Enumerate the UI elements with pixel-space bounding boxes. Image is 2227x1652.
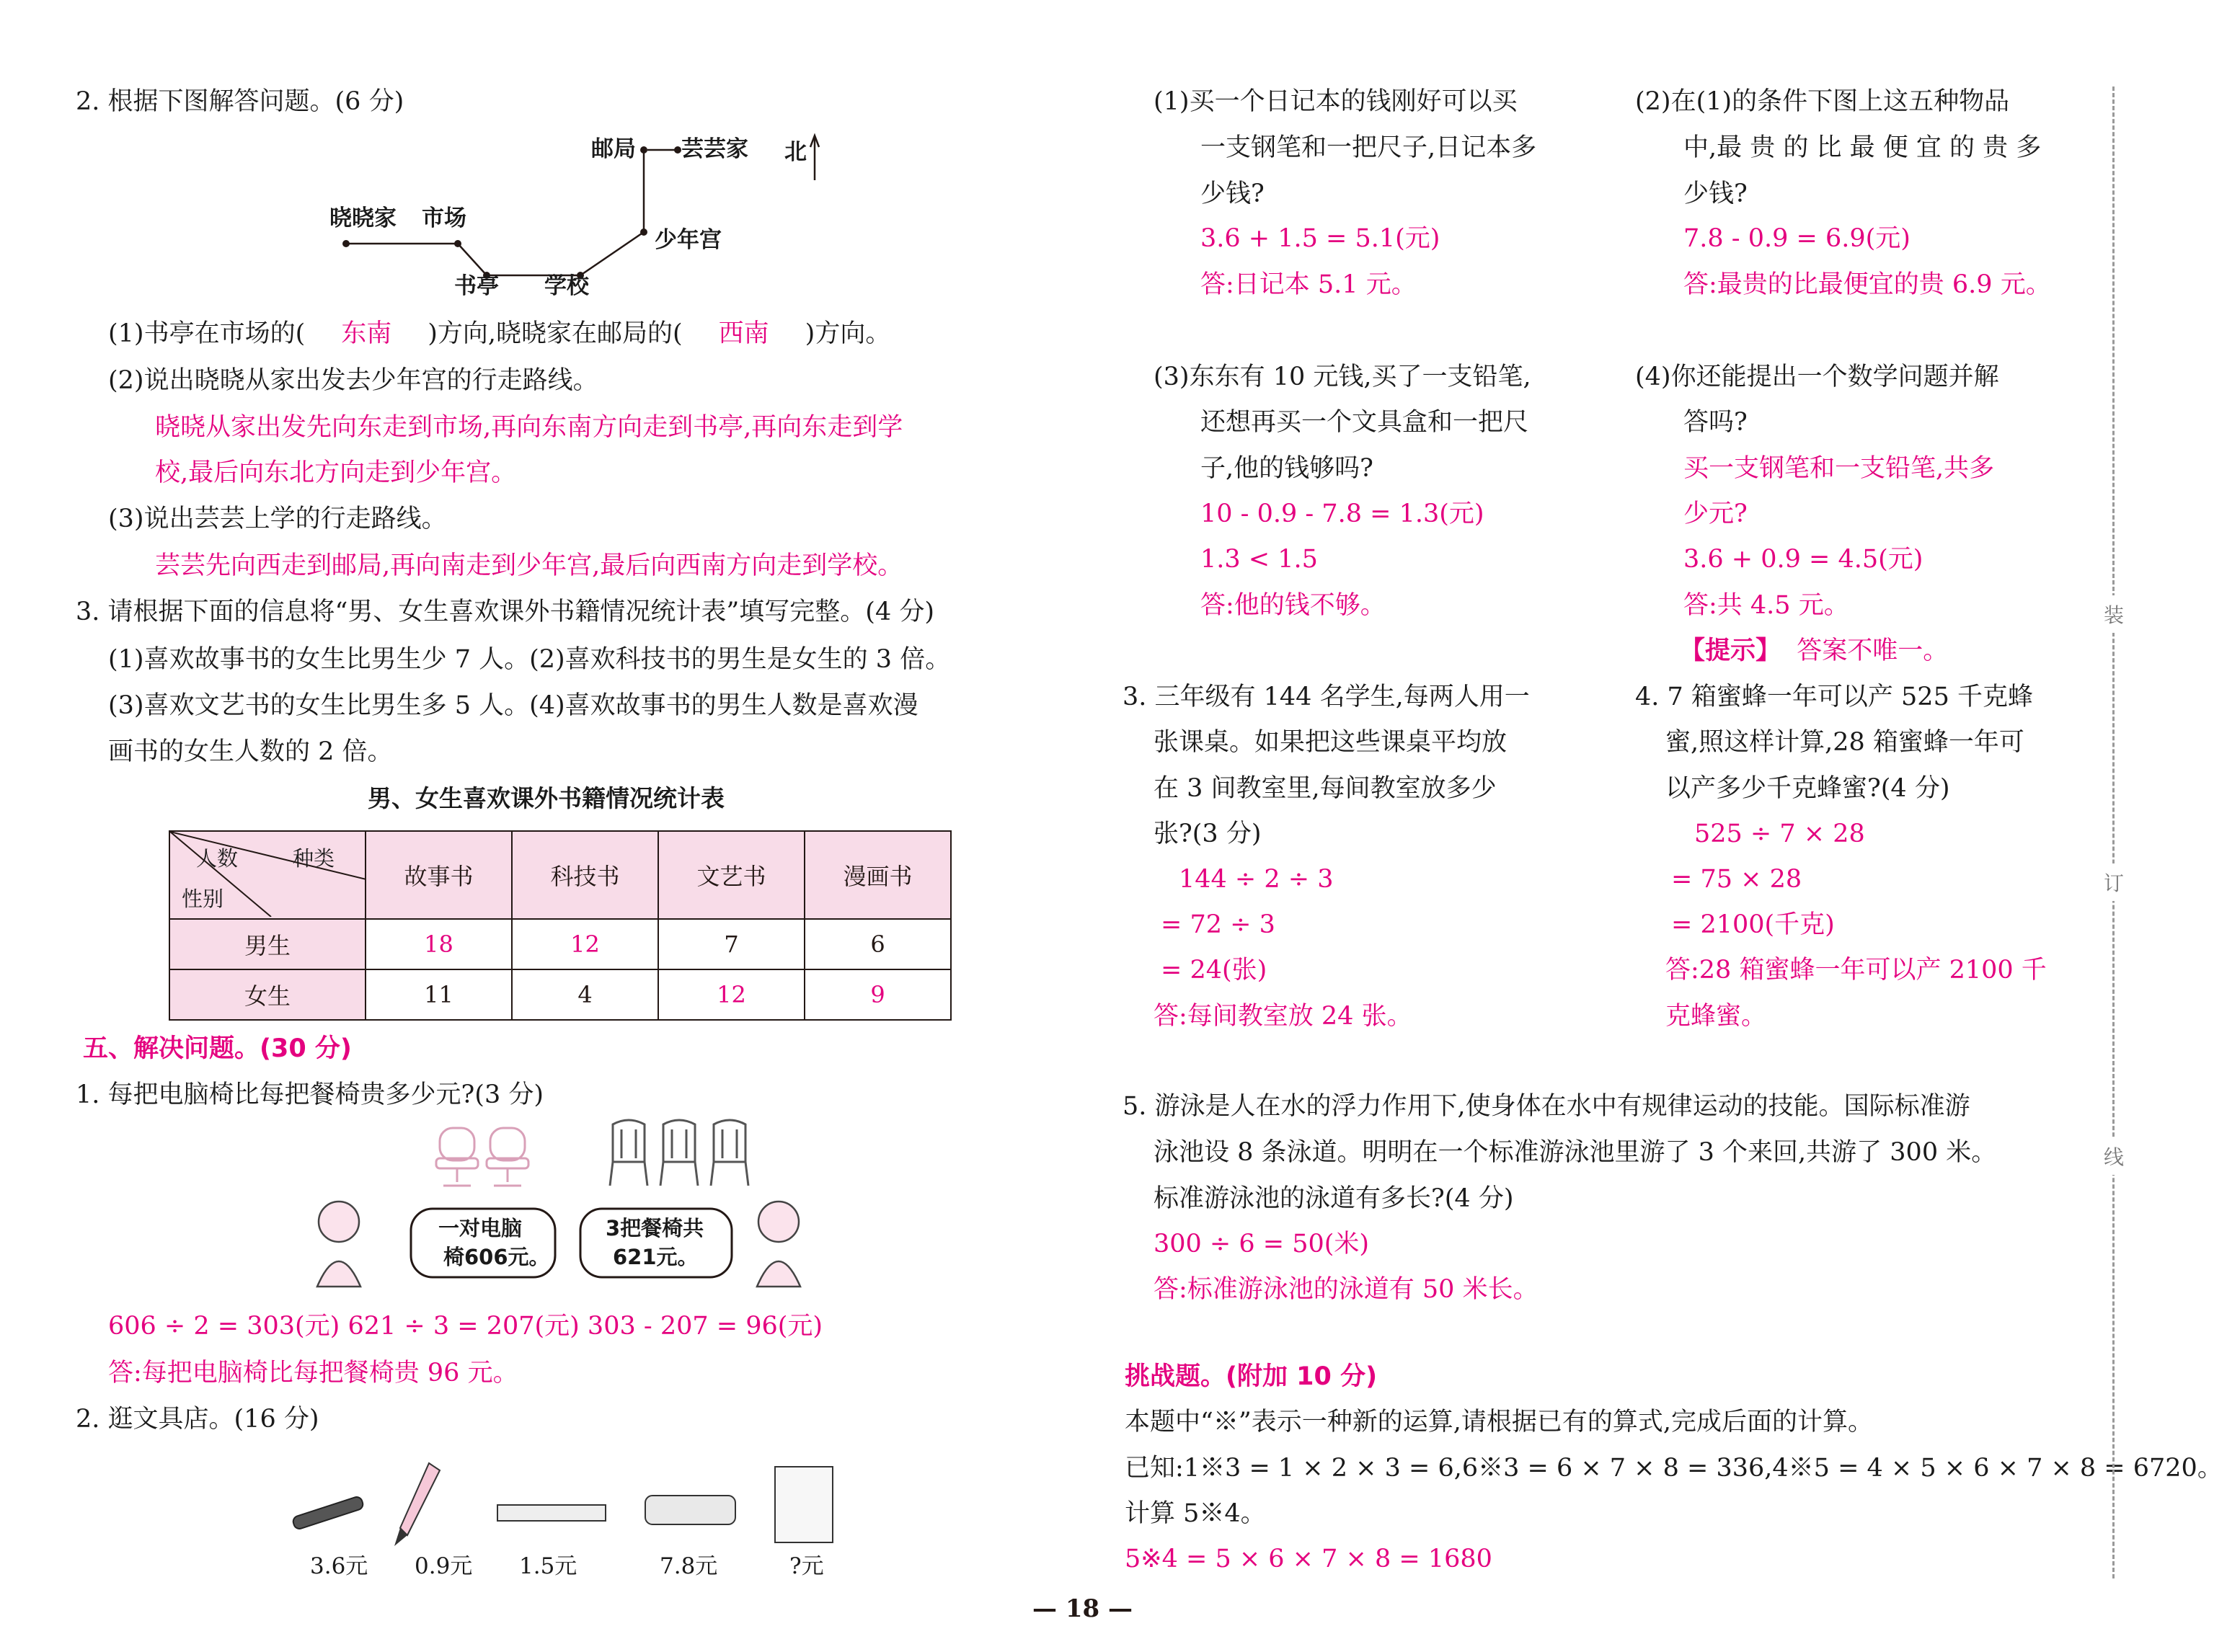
r-q4-line2: 蜜,照这样计算,28 箱蜜蜂一年可: [1665, 728, 2024, 757]
table-row-label: 女生: [169, 969, 366, 1020]
label-shuting: 书亭: [454, 273, 499, 299]
sec5-q2-title: 2. 逛文具店。(16 分): [76, 1405, 319, 1434]
r-p2-line2: 中,最 贵 的 比 最 便 宜 的 贵 多: [1683, 133, 2042, 162]
r-q5-line2: 泳池设 8 条泳道。明明在一个标准游泳池里游了 3 个来回,共游了 300 米。: [1154, 1138, 1997, 1167]
label-north: 北: [784, 139, 807, 165]
r-q4-answer-line1: 答:28 箱蜜蜂一年可以产 2100 千: [1665, 956, 2047, 985]
corner-xingbie: 性别: [182, 887, 224, 911]
q3-info-line1: (1)喜欢故事书的女生比男生少 7 人。(2)喜欢科技书的男生是女生的 3 倍。: [108, 645, 951, 674]
q3-title: 3. 请根据下面的信息将“男、女生喜欢课外书籍情况统计表”填写完整。(4 分): [76, 598, 935, 626]
q2-sub1-part-b: )方向,晓晓家在邮局的(: [428, 319, 683, 348]
r-p3-calc2: 1.3 < 1.5: [1200, 545, 1318, 574]
r-q4-line1: 4. 7 箱蜜蜂一年可以产 525 千克蜂: [1635, 683, 2033, 711]
r-q3-line2: 张课桌。如果把这些课桌平均放: [1154, 728, 1507, 757]
price-pen: 3.6元: [310, 1553, 368, 1579]
binding-dashed-line: [2112, 86, 2115, 1578]
r-q3-line4: 张?(3 分): [1154, 820, 1262, 848]
bubble2-line2: 621元。: [613, 1245, 699, 1269]
table-row: [169, 919, 951, 969]
stats-table: [169, 830, 952, 1021]
table-cell: 4: [512, 969, 658, 1020]
r-q3-line3: 在 3 间教室里,每间教室放多少: [1154, 774, 1497, 803]
table-col-header: 文艺书: [658, 831, 805, 919]
challenge-line2: 已知:1※3 = 1 × 2 × 3 = 6,6※3 = 6 × 7 × 8 = 336,4※5 = 4 × 5 × 6 × 7 × 8 = 6720。: [1125, 1454, 2223, 1483]
ruler-icon: [497, 1505, 606, 1521]
q2-sub1: [108, 317, 890, 350]
q3-info-line2: (3)喜欢文艺书的女生比男生多 5 人。(4)喜欢故事书的男生人数是喜欢漫: [108, 691, 918, 720]
r-p4-calc: 3.6 + 0.9 = 4.5(元): [1683, 545, 1923, 574]
label-youju: 邮局: [591, 136, 636, 162]
binding-char-ding: 订: [2104, 863, 2124, 901]
bubble1-line2: 椅606元。: [443, 1245, 550, 1269]
q2-sub2-answer-line1: 晓晓从家出发先向东走到市场,再向东南方向走到书亭,再向东走到学: [155, 413, 903, 442]
r-q5-line3: 标准游泳池的泳道有多长?(4 分): [1154, 1184, 1514, 1213]
r-p4-answer-q2: 少元?: [1683, 499, 1748, 528]
table-cell: 9: [805, 969, 951, 1020]
r-p2-calc: 7.8 - 0.9 = 6.9(元): [1683, 224, 1911, 253]
binding-char-xian: 线: [2104, 1137, 2124, 1175]
q3-info-line3: 画书的女生人数的 2 倍。: [108, 737, 393, 766]
table-col-header: 故事书: [366, 831, 512, 919]
corner-renshu: 人数: [196, 846, 239, 871]
pencil-icon: [394, 1463, 440, 1546]
sec5-q1-calc: 606 ÷ 2 = 303(元) 621 ÷ 3 = 207(元) 303 - 207 = 96(元): [108, 1312, 823, 1341]
r-p2-line3: 少钱?: [1683, 179, 1748, 208]
chairs-illustration: [310, 1114, 815, 1294]
r-p3-line3: 子,他的钱够吗?: [1200, 454, 1373, 483]
r-p1-line3: 少钱?: [1200, 179, 1265, 208]
r-p1-calc: 3.6 + 1.5 = 5.1(元): [1200, 224, 1440, 253]
table-cell: 7: [658, 919, 805, 969]
binding-char-zhuang: 装: [2104, 595, 2124, 633]
section5-title: 五、解决问题。(30 分): [83, 1034, 352, 1063]
table-col-header: 科技书: [512, 831, 658, 919]
pencil-box-icon: [645, 1496, 735, 1524]
r-p1-answer: 答:日记本 5.1 元。: [1200, 270, 1417, 299]
r-q5-calc: 300 ÷ 6 = 50(米): [1154, 1230, 1370, 1258]
chairs-drawing: [310, 1114, 815, 1294]
r-p3-answer: 答:他的钱不够。: [1200, 591, 1386, 620]
table-cell: 12: [512, 919, 658, 969]
table-col-header: 漫画书: [805, 831, 951, 919]
r-q3-calc2: = 72 ÷ 3: [1161, 910, 1275, 939]
r-q5-answer: 答:标准游泳池的泳道有 50 米长。: [1154, 1275, 1538, 1304]
r-q3-line1: 3. 三年级有 144 名学生,每两人用一: [1123, 683, 1530, 711]
r-p4-answer-q1: 买一支钢笔和一支铅笔,共多: [1683, 454, 1995, 483]
table-cell: 18: [366, 919, 512, 969]
table-cell: 6: [805, 919, 951, 969]
r-q4-calc3: = 2100(千克): [1671, 910, 1835, 939]
r-q5-line1: 5. 游泳是人在水的浮力作用下,使身体在水中有规律运动的技能。国际标准游: [1123, 1092, 1970, 1121]
notebook-icon: [775, 1467, 833, 1542]
q2-sub1-answer-2: 西南: [718, 319, 769, 348]
tip-label: 【提示】: [1680, 636, 1781, 665]
r-p1-line1: (1)买一个日记本的钱刚好可以买: [1154, 87, 1518, 116]
label-xiaoxiaojia: 晓晓家: [329, 205, 397, 231]
r-q4-calc1: 525 ÷ 7 × 28: [1694, 820, 1865, 848]
challenge-answer: 5※4 = 5 × 6 × 7 × 8 = 1680: [1125, 1545, 1492, 1573]
table-row-label: 男生: [169, 919, 366, 969]
q2-sub1-part-c: )方向。: [805, 319, 891, 348]
label-xuexiao: 学校: [544, 273, 589, 299]
q2-title: 2. 根据下图解答问题。(6 分): [76, 87, 404, 116]
challenge-line1: 本题中“※”表示一种新的运算,请根据已有的算式,完成后面的计算。: [1125, 1408, 1874, 1436]
r-p4-tip: [1680, 634, 1948, 667]
challenge-title: 挑战题。(附加 10 分): [1125, 1362, 1378, 1391]
sec5-q1-answer: 答:每把电脑椅比每把餐椅贵 96 元。: [108, 1359, 518, 1387]
pen-icon: [292, 1496, 365, 1530]
route-map: [317, 123, 836, 310]
table-header-row: [169, 831, 951, 919]
sec5-q1-title: 1. 每把电脑椅比每把餐椅贵多少元?(3 分): [76, 1080, 544, 1109]
q2-sub3-answer: 芸芸先向西走到邮局,再向南走到少年宫,最后向西南方向走到学校。: [155, 551, 903, 580]
table-title: 男、女生喜欢课外书籍情况统计表: [368, 784, 725, 812]
label-yunyunjia: 芸芸家: [681, 136, 748, 162]
page-number: — 18 —: [1032, 1594, 1133, 1623]
r-q4-answer-line2: 克蜂蜜。: [1665, 1002, 1767, 1031]
corner-zhonglei: 种类: [293, 846, 335, 871]
price-pencil: 0.9元: [415, 1553, 473, 1579]
price-pencil-box: 7.8元: [660, 1553, 718, 1579]
bubble1-line1: 一对电脑: [438, 1216, 523, 1240]
r-q3-answer: 答:每间教室放 24 张。: [1154, 1002, 1412, 1031]
table-corner-cell: [169, 831, 366, 919]
r-q3-calc1: 144 ÷ 2 ÷ 3: [1179, 865, 1334, 894]
q2-sub3: (3)说出芸芸上学的行走路线。: [108, 505, 447, 533]
table-cell: 12: [658, 969, 805, 1020]
label-shaoniangong: 少年宫: [655, 227, 722, 253]
r-p2-line1: (2)在(1)的条件下图上这五种物品: [1635, 87, 2010, 116]
price-notebook: ?元: [789, 1553, 824, 1579]
challenge-line3: 计算 5※4。: [1125, 1499, 1266, 1528]
r-p4-answer: 答:共 4.5 元。: [1683, 591, 1849, 620]
table-cell: 11: [366, 969, 512, 1020]
r-q4-line3: 以产多少千克蜂蜜?(4 分): [1665, 774, 1950, 803]
r-p3-line1: (3)东东有 10 元钱,买了一支铅笔,: [1154, 363, 1531, 391]
r-p3-calc1: 10 - 0.9 - 7.8 = 1.3(元): [1200, 499, 1484, 528]
label-shichang: 市场: [422, 205, 466, 231]
r-p1-line2: 一支钢笔和一把尺子,日记本多: [1200, 133, 1537, 162]
tip-text: 答案不唯一。: [1797, 636, 1949, 665]
r-p2-answer: 答:最贵的比最便宜的贵 6.9 元。: [1683, 270, 2051, 299]
r-q4-calc2: = 75 × 28: [1671, 865, 1802, 894]
r-p3-line2: 还想再买一个文具盒和一把尺: [1200, 408, 1529, 437]
r-p4-line2: 答吗?: [1683, 408, 1748, 437]
table-row: [169, 969, 951, 1020]
q2-sub2-answer-line2: 校,最后向东北方向走到少年宫。: [155, 458, 517, 487]
price-ruler: 1.5元: [519, 1553, 577, 1579]
r-q3-calc3: = 24(张): [1161, 956, 1267, 985]
r-p4-line1: (4)你还能提出一个数学问题并解: [1635, 363, 1999, 391]
q2-sub1-answer-1: 东南: [341, 319, 392, 348]
stationery-drawing: [285, 1456, 862, 1550]
q2-sub2: (2)说出晓晓从家出发去少年宫的行走路线。: [108, 366, 598, 395]
bubble2-line1: 3把餐椅共: [606, 1216, 704, 1240]
north-arrow-icon: [810, 136, 819, 180]
q2-sub1-part-a: (1)书亭在市场的(: [108, 319, 306, 348]
